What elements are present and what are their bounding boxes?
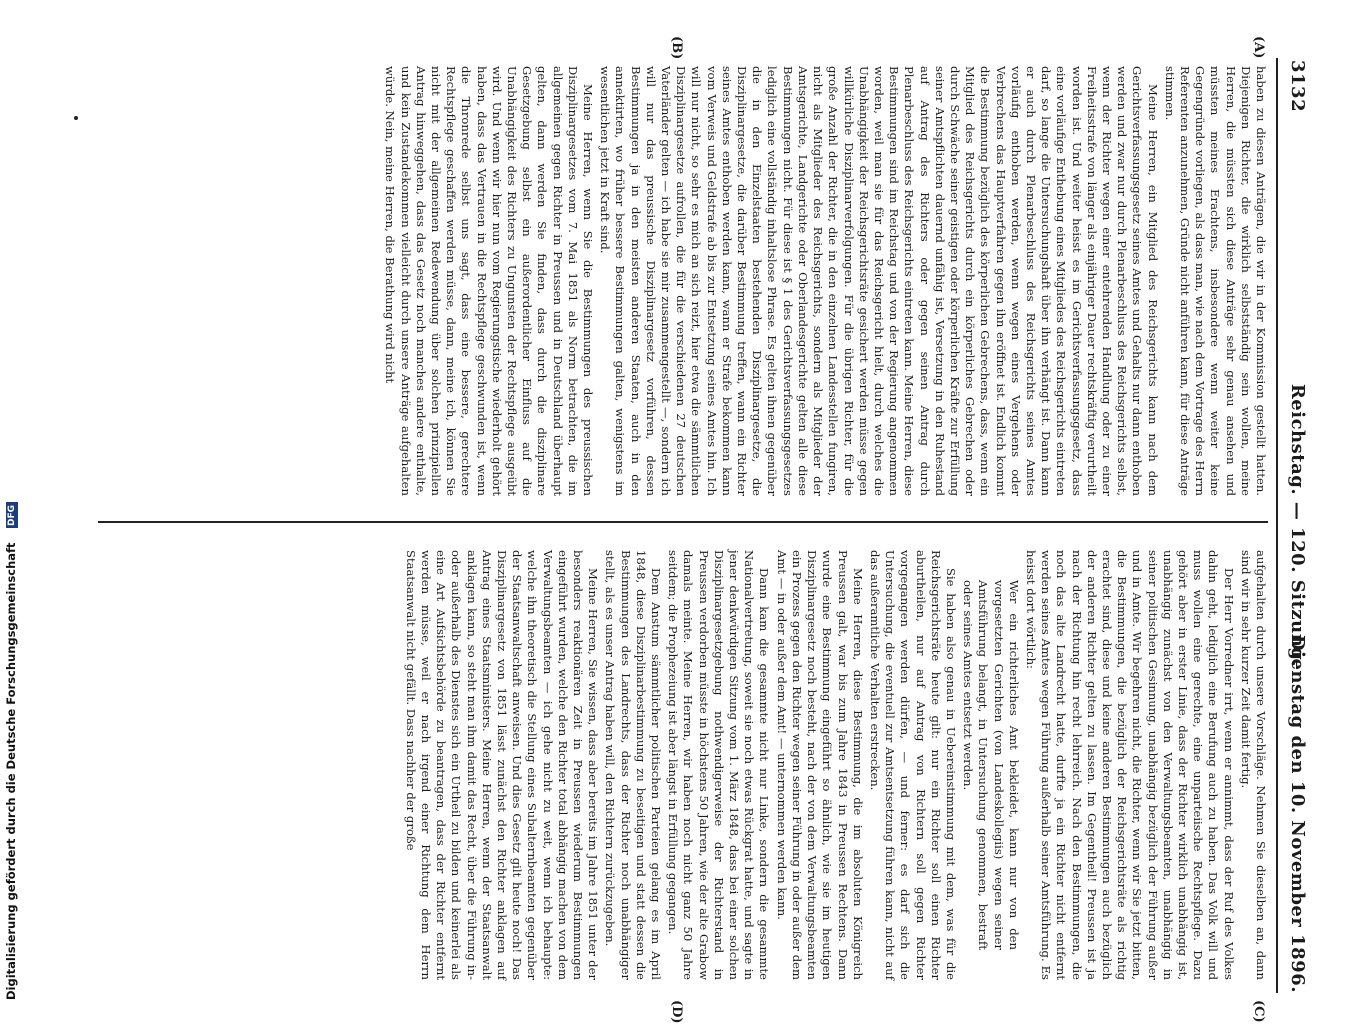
margin-marker-c: (C) [1251, 1000, 1266, 1023]
paragraph: Dem Anstum sämmtlicher politischen Parteien gelang es im April 1848, diese Disziplinarbestimmung zu beseitigen und statt dessen die Bestimmungen des Landrechts, dass der Richter noch unabhängiger stellt, als es unser Antrag haben will, den Richtern zurückzugeben. [603, 550, 664, 980]
paragraph: Dann kam die gesammte nicht nur Linke, sondern die gesammte Nationalvertretung, soweit sie noch etwas Rückgrat hatte, und sagte in jener denkwürdigen Sitzung vom 1. März 1848, dass bei einer solchen Disziplinargesetzgebung nothwendigerweise der Richterstand in Preussen verdorben müsste in höchstens 50 Jahren, wie der alte Grabow damals meinte. Meine Herren, wir haben noch nicht ganz 50 Jahre seitdem; die Prophezeiung ist aber längst in Erfüllung gegangen. [666, 550, 772, 980]
paragraph: Meine Herren, ein Mitglied des Reichsgerichts kann nach dem Gerichtsverfassungsgesetz seines Amtes und Gehalts nur dann enthoben werden und zwar nur durch Plenarbeschluss des Reichsgerichts selbst, wenn der Richter wegen einer entehrenden Handlung oder zu einer Freiheitsstrafe von länger als einjähriger Dauer rechtskräftig verurtheilt worden ist. Und weiter heisst es im Gerichtsverfassungsgesetz, dass eine vorläufige Enthebung eines Mitgliedes des Reichsgerichts eintreten darf, so lange die Untersuchungshaft über ihn verhängt ist. Dann kann er auch durch Plenarbeschluss des Reichsgerichts seines Amtes vorläufig enthoben werden, wenn wegen eines Vergehens oder Verbrechens das Hauptverfahren gegen ihn eröffnet ist. Endlich kommt die Bestimmung bezüglich des körperlichen Gebrechens, dass, wenn ein Mitglied des Reichsgerichts durch ein körperliches Gebrechen oder durch Schwäche seiner geistigen oder körperlichen Kräfte zur Erfüllung seiner Amtspflichten dauernd unfähig ist, Versetzung in den Ruhestand auf Antrag des Richters oder gegen seinen Antrag durch Plenarbeschluss des Reichsgerichts eintreten kann. Meine Herren, diese Bestimmungen sind im Reichstag und von der Regierung angenommen worden, weil man sie für das Reichsgericht hielt, durch welches die Unabhängigkeit der Reichsgerichtsräte gesichert werden müsse gegen willkürliche Disziplinarverfolgungen. Für die übrigen Richter, für die große Anzahl der Richter, die in den einzelnen Landesstellen fungiren, nicht als Mitglieder des Reichsgerichts, sondern als Mitglieder der Amtsgerichte, Landgerichte oder Oberlandesgerichte gelten alle diese Bestimmungen nicht. Für diese ist § 1 des Gerichtsverfassungsgesetzes lediglich eine vollständig inhaltslose Phrase. Es gelten ihnen gegenüber die in den Einzelstaaten bestehenden Disziplinargesetze, die Disziplinargesetze, die darüber Bestimmung treffen, wann ein Richter seines Amtes enthoben werden kann, wann er Strafe bekommen kann vom Verweis und Geldstrafe ab bis zur Entsetzung seines Amtes hin. Ich will nur nicht, so sehr es mich an sich reizt, hier etwa die sämmtlichen Disziplinargesetze aufrollen, die für die verschiedenen 27 deutschen Vaterländer gelten — ich habe sie mir zusammengestellt —, sondern ich will nur das preussische Disziplinargesetz vorführen, dessen Bestimmungen ja in den meisten anderen Staaten, auch in den annektirten, wo früher bessere Bestimmungen galten, wenigstens im wesentlichen jetzt in Kraft sind. [598, 66, 1160, 496]
paragraph: Der Herr Vorredner irrt, wenn er annimmt, dass der Ruf des Volkes dahin geht, lediglich eine Berufung auch zu haben. Das Volk will und muss wollen eine gerechte, eine unparteiische Rechtspflege. Dazu gehört aber in erster Linie, dass der Richter wirklich unabhängig ist, unabhängig zunächst von den Verwaltungsbeamten, unabhängig in seiner politischen Gesinnung, unabhängig bezüglich der Führung außer und in Amte. Wir begehren nicht, die Richter, wenn wir Sie jetzt bitten, die Bestimmungen, die bezüglich der Reichsgerichtsräte als richtig erachtet sind, diese und keine anderen Bestimmungen auch bezüglich der anderen Richter gelten zu lassen. Im Gegentheil! Preussen ist ja nach der Richtung hin recht lehrreich. Nach den Bestimmungen, die noch das alte Landrecht hatte, durfte ja ein Richter nicht entfernt werden seines Amtes wegen Führung außerhalb seiner Amtsführung. Es heisst dort wörtlich: [1023, 550, 1236, 980]
header-rule [1276, 58, 1278, 993]
right-column [88, 550, 1268, 980]
paragraph: Meine Herren, diese Bestimmung, die im absoluten Königreich Preussen galt, war bis zum Jahre 1843 in Preussen Rechtens. Dann wurde eine Bestimmung eingeführt so ähnlich, wie sie im heutigen Disziplinargesetz noch besteht, nach der von dem Verwaltungsbeamten ein Prozess gegen den Richter wegen seiner Führung in oder außer dem Amt — in oder außer dem Amt! — unternommen werden kann. [774, 550, 865, 980]
page-number: 3132 [1287, 60, 1308, 113]
column-rule [98, 521, 1268, 523]
page-title: Reichstag. — 120. Sitzung. [1287, 383, 1308, 668]
rotated-page-content [57, 36, 1312, 1024]
dfg-logo: DFG [6, 502, 18, 528]
paragraph: Sie haben also genau in Uebereinstimmung mit dem, was für die Reichsgerichtsräte heute gilt: nur ein Richter soll einen Richter aburtheilen, nur auf Antrag von Richtern soll gegen Richter vorgegangen werden dürfen, — und ferner: es darf sich die Untersuchung, die eventuell zur Amtsentsetzung führen kann, nicht auf das außeramtliche Verhalten erstrecken. [867, 550, 958, 980]
digitization-note [2, 0, 20, 1000]
digitization-note-text: Digitalisierung gefördert durch die Deutsche Forschungsgemeinschaft [4, 542, 18, 1000]
paragraph: haben zu diesen Anträgen, die wir in der Kommission gestellt hatten. Diejenigen Richter, die wirklich selbstständig sein wollen, meine Herren, die müssten sich diese Anträge sehr genau ansehen und müssten meines Erachtens, insbesondere wenn weiter keine Gegengründe vorliegen, als dass man, wie nach dem Vortrage des Herrn Referenten anzunehmen, Gründe nicht anführen kann, für diese Anträge stimmen. [1162, 66, 1268, 496]
paragraph: Meine Herren, wenn Sie die Bestimmungen des preussischen Disziplinargesetzes vom 7. Mai 1851 als Norm betrachten, die im allgemeinen gegen Richter in Preussen und in Deutschland überhaupt gelten, dann werden Sie finden, dass durch die disziplinare Gesetzgebung selbst ein außerordentlicher Einfluss auf die Unabhängigkeit des Richters zu Ungunsten der Rechtspflege ausgeübt wird. Und wenn wir hier nun vom Regierungstische wiederholt gehört haben, dass das Vertrauen in die Rechtspflege geschwunden ist, wenn die Thronrede selbst uns sagt, dass eine bessere, gerechtere Rechtspflege geschaffen werden müsse, dann, meine ich, können Sie nicht mit der allgemeinen Redewendung über solchen prinzipiellen Antrag hinweggehen, dass das Gesetz noch manches andere enthalte, und kein Zustandekommen vielleicht durch unsere Anträge aufgehalten würde. Nein, meine Herren, die Berathung wird nicht [383, 66, 596, 496]
block-quote: Wer ein richterliches Amt bekleidet, kann nur von den vorgesetzten Gerichten (von Landeskollegiis) wegen seiner Amtsführung belangt, in Untersuchung genommen, bestraft oder seines Amtes entsetzt werden. [961, 580, 1021, 950]
margin-marker-d: (D) [669, 1000, 684, 1024]
session-date: Dienstag den 10. November 1896. [1287, 635, 1308, 993]
page-dot [74, 116, 78, 120]
left-column [88, 66, 1268, 496]
paragraph: aufgehalten durch unsere Vorschläge. Nehmen Sie dieselben an, dann sind wir in sehr kurzer Zeit damit fertig. [1238, 550, 1268, 980]
page-header [1282, 58, 1312, 993]
margin-marker-a: (A) [1251, 36, 1266, 59]
paragraph: Meine Herren, Sie wissen, dass aber bereits im Jahre 1851 unter der besonders reaktionären Zeit in Preussen wiederum Bestimmungen eingeführt wurden, welche den Richter total abhängig machen von dem Verwaltungsbeamten — ich gehe nicht zu weit, wenn ich behaupte: welche ihn theoretisch die Stellung eines Subalternbeamten gegenüber der Staatsanwaltschaft anweisen. Und dies Gesetz gilt heute noch! Das Disziplinargesetz von 1851 lässt zunächst den Richter anklagen auf Antrag eines Staatsministers. Meine Herren, wenn der Staatsanwalt anklagen kann, so steht man ihm damit das Recht, über die Führung in- oder außerhalb des Dienstes sich ein Urtheil zu bilden und keinerlei als eine Art Aufsichtsbehörde zu beantragen, dass der Richter entfernt werden müsse, weil er nach irgend einer Richtung dem Herrn Staatsanwalt nicht gefällt. Dass nachher der große [403, 550, 601, 980]
margin-marker-b: (B) [669, 36, 684, 60]
